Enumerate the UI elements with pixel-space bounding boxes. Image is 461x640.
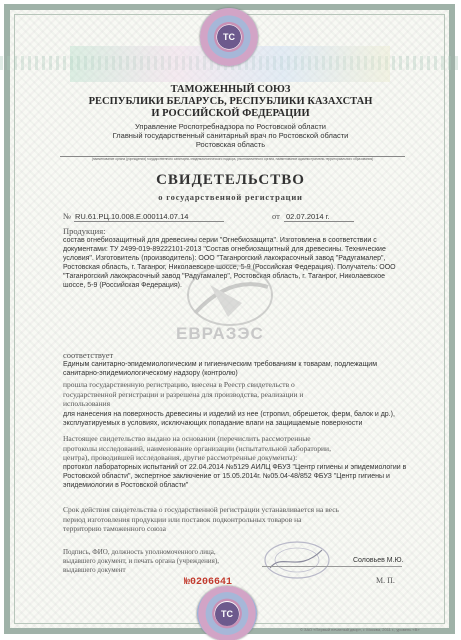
product-line: документами: ТУ 2499-019-89222101-2013 "Состав огнебиозащитный для древесины. Технические <box>63 246 386 253</box>
eurasec-watermark-text: ЕВРАЗЭС <box>176 324 264 343</box>
customs-union-seal-bottom <box>197 586 257 640</box>
header-union: ТАМОЖЕННЫЙ СОЮЗ <box>170 84 291 95</box>
seal-emblem: ТС <box>215 602 239 626</box>
signature-line <box>262 566 402 567</box>
registration-date: 02.07.2014 г. <box>286 212 330 221</box>
product-line: "Таганрогский лакокрасочный завод "Радугамалер", Ростовская область, г. Таганрог, Николаевское <box>63 273 386 280</box>
registry-line: прошла государственную регистрацию, внесена в Реестр свидетельств о <box>63 380 295 389</box>
header-federation: И РОССИЙСКОЙ ФЕДЕРАЦИИ <box>151 108 310 119</box>
basis-detail-line: эпидемиологии в Ростовской области" <box>63 482 189 489</box>
validity-line: территорию таможенного союза <box>63 524 166 533</box>
signature-caption <box>63 548 253 575</box>
signature-caption-line: Подпись, ФИО, должность уполномоченного лица, <box>63 548 216 556</box>
registration-date-label: от <box>272 211 280 221</box>
registration-no-label: № <box>63 211 72 221</box>
date-underline <box>284 221 354 222</box>
conformity-text <box>63 360 403 378</box>
basis-line: Настоящее свидетельство выдано на основании (перечислить рассмотренные <box>63 434 311 443</box>
authority-caption: (наименование органа (учреждения) государственного санитарно-эпидемиологического надзора, уполномоченного органа, наименование административно-территориального образования) <box>91 157 374 161</box>
document-subtitle: о государственной регистрации <box>158 192 303 202</box>
conformity-line: Единым санитарно-эпидемиологическим и гигиеническим требованиям к товарам, подлежащим <box>63 361 378 368</box>
customs-union-seal-top <box>200 8 258 66</box>
usage-area <box>63 410 408 428</box>
basis-statement <box>63 434 403 463</box>
validity-line: период изготовления продукции или поставок подконтрольных товаров на <box>63 514 302 524</box>
authority-line-1: Управление Роспотребнадзора по Ростовской области <box>134 122 326 131</box>
validity-line: Срок действия свидетельства о государственной регистрации устанавливается на весь <box>63 505 339 514</box>
signature-caption-line: выдавшего документ, и печать органа (учреждения), <box>63 557 219 565</box>
stamp-place-label: М. П. <box>376 576 395 585</box>
header-republics: РЕСПУБЛИКИ БЕЛАРУСЬ, РЕСПУБЛИКИ КАЗАХСТАН <box>88 96 373 107</box>
eurasec-watermark-emblem <box>170 255 290 335</box>
registry-line: государственной регистрации и разрешена для производства, реализации и <box>63 389 304 399</box>
product-line: условия". Изготовитель (производитель): ООО "Таганрогский лакокрасочный завод "Радугамалер", <box>63 255 386 262</box>
registry-line: использования <box>63 399 111 408</box>
product-line: состав огнебиозащитный для древесины серии "Огнебиозащита". Изготовлена в соответствии с <box>63 237 377 244</box>
seal-emblem: ТС <box>217 25 241 49</box>
authority-line-3: Ростовская область <box>195 140 266 149</box>
serial-number: №0206641 <box>184 577 233 588</box>
basis-line: центра), проводившей исследования, другие рассмотренные документы): <box>63 453 298 462</box>
basis-documents <box>63 463 408 490</box>
basis-line: протоколы исследований, наименование организации (испытательной лаборатории, <box>63 443 331 453</box>
basis-detail-line: Ростовской области", экспертное заключение от 15.05.2014г. №05.04-48/852 ФБУЗ "Центр гигиены и <box>63 473 390 480</box>
conformity-line: санитарно-эпидемиологическому надзору (контролю) <box>63 370 238 377</box>
product-line: Ростовская область, г. Таганрог, Николаевское шоссе, 5-9 (Российская Федерация). Получатель: ООО <box>63 264 396 271</box>
product-label: Продукция: <box>63 226 106 236</box>
product-line: шоссе, 5-9 (Российская Федерация). <box>63 282 182 289</box>
usage-line: эксплуатируемых в условиях, исключающих попадание влаги на защищаемые поверхности <box>63 420 363 427</box>
number-underline <box>74 221 224 222</box>
printer-footer: © ЗАО «Первый печатный двор», г. Москва, 2011 г., уровень «В» <box>300 627 420 632</box>
usage-line: для нанесения на поверхность древесины и изделий из нее (стропил, обрешеток, ферм, балок и др.), <box>63 411 395 418</box>
signatory-name: Соловьев М.Ю. <box>353 557 404 564</box>
signature-caption-line: выдавшего документ <box>63 566 126 574</box>
basis-detail-line: протокол лабораторных испытаний от 22.04.2014 №5129 АИЛЦ ФБУЗ "Центр гигиены и эпидемиологии в <box>63 464 407 471</box>
official-stamp-icon <box>262 540 332 580</box>
validity-statement <box>63 505 403 534</box>
registry-statement <box>63 380 403 409</box>
document-title: СВИДЕТЕЛЬСТВО <box>156 172 305 188</box>
registration-number: RU.61.РЦ.10.008.Е.000114.07.14 <box>75 212 189 221</box>
conformity-label: соответствует <box>63 350 114 360</box>
authority-line-2: Главный государственный санитарный врач по Ростовской области <box>112 131 349 140</box>
